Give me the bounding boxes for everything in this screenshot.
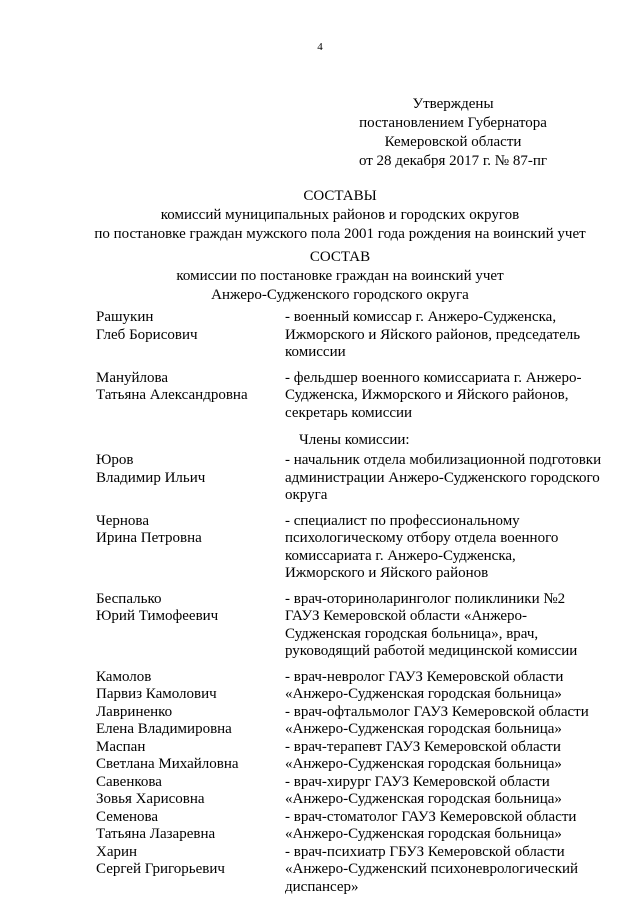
member-row [96,844,616,897]
person-role [285,669,616,704]
person-name-line: Светлана Михайловна [96,756,239,772]
person-role-line: - начальник отдела мобилизационной подготовки [285,452,602,468]
person-name [96,809,285,844]
person-role-line: «Анжеро-Судженская городская больница» [285,826,562,842]
document-title-main: СОСТАВЫ [303,188,377,204]
person-role-line: - врач-хирург ГАУЗ Кемеровской области [285,773,550,790]
approval-block [323,95,583,171]
commission-title [0,248,640,305]
spacer [96,583,616,591]
person-role-line: - военный комиссар г. Анжеро-Судженска, [285,309,557,325]
member-row [96,809,616,844]
leader-row [96,370,616,423]
person-name-line: Рашукин [96,309,154,325]
person-name-line: Глеб Борисович [96,326,198,343]
person-role-line: «Анжеро-Судженская городская больница» [285,756,562,772]
person-role-line: руководящий работой медицинской комиссии [285,643,578,659]
person-name [96,452,285,505]
person-name-line: Татьяна Александровна [96,387,248,403]
person-role [285,513,616,583]
person-role-line: - врач-оториноларинголог поликлиники №2 [285,590,566,607]
person-role-line: «Анжеро-Судженская городская больница» [285,791,562,807]
person-role-line: Ижморского и Яйского районов [285,565,489,581]
person-role-line: ГАУЗ Кемеровской области «Анжеро- [285,608,528,624]
person-role-line: «Анжеро-Судженская городская больница» [285,686,562,702]
approval-line: постановлением Губернатора [359,115,547,131]
person-name [96,739,285,774]
person-role-line: - специалист по профессиональному [285,512,520,529]
member-row [96,669,616,704]
person-role-line: «Анжеро-Судженский психоневрологический [285,861,579,877]
person-name [96,704,285,739]
person-name-line: Парвиз Камолович [96,686,217,702]
person-role-line: диспансер» [285,878,359,895]
member-row [96,591,616,661]
person-role-line: Ижморского и Яйского районов, председатель [285,326,581,343]
person-role [285,309,616,362]
person-name [96,513,285,583]
person-role-line: секретарь комиссии [285,404,413,421]
document-title [0,187,640,244]
person-name-line: Сергей Григорьевич [96,861,225,877]
person-role-line: комиссии [285,344,346,360]
person-name-line: Юров [96,452,134,468]
person-name-line: Елена Владимировна [96,721,232,737]
person-name [96,844,285,897]
person-role-line: - врач-психиатр ГБУЗ Кемеровской области [285,843,565,860]
person-name [96,309,285,362]
person-name-line: Беспалько [96,590,162,607]
person-role [285,739,616,774]
person-role-line: - врач-терапевт ГАУЗ Кемеровской области [285,738,561,755]
approval-line: Утверждены [412,96,494,112]
member-row [96,704,616,739]
person-name [96,591,285,661]
person-role [285,452,616,505]
commission-roster [96,309,616,896]
member-row [96,452,616,505]
person-name-line: Мануйлова [96,369,169,386]
person-role [285,704,616,739]
person-role [285,370,616,423]
person-name-line: Семенова [96,808,159,825]
spacer [96,661,616,669]
commission-title-main: СОСТАВ [309,249,371,265]
leader-row [96,309,616,362]
person-name-line: Зовья Харисовна [96,791,205,807]
person-name-line: Харин [96,843,138,860]
spacer [96,505,616,513]
member-row [96,774,616,809]
person-role-line: - врач-невролог ГАУЗ Кемеровской области [285,668,564,685]
member-row [96,739,616,774]
person-role-line: округа [285,487,328,503]
person-name-line: Камолов [96,668,152,685]
person-role-line: «Анжеро-Судженская городская больница» [285,721,562,737]
spacer [96,422,616,430]
commission-title-line: комиссии по постановке граждан на воинский учет [176,268,504,284]
person-role-line: администрации Анжеро-Судженского городского [285,469,600,486]
approval-line: от 28 декабря 2017 г. № 87-пг [358,153,548,169]
member-row [96,513,616,583]
person-role-line: комиссариата г. Анжеро-Судженска, [285,547,516,564]
person-name-line: Чернова [96,512,149,529]
person-name [96,774,285,809]
person-role [285,774,616,809]
person-role-line: психологическому отбору отдела военного [285,530,559,546]
person-role-line: - врач-стоматолог ГАУЗ Кемеровской области [285,808,577,825]
commission-title-line: Анжеро-Судженского городского округа [211,287,469,303]
person-role-line: - врач-офтальмолог ГАУЗ Кемеровской области [285,703,589,720]
person-role [285,844,616,897]
person-role-line: - фельдшер военного комиссариата г. Анжеро- [285,369,582,386]
spacer [96,362,616,370]
person-name-line: Татьяна Лазаревна [96,826,216,842]
person-name-line: Ирина Петровна [96,530,202,546]
document-title-line: по постановке граждан мужского пола 2001 года рождения на воинский учет [94,226,586,242]
members-heading: Члены комиссии: [299,432,410,448]
person-name [96,669,285,704]
person-name-line: Маспан [96,738,146,755]
person-role [285,809,616,844]
person-role-line: Судженска, Ижморского и Яйского районов, [285,387,569,403]
approval-line: Кемеровской области [384,134,522,150]
person-role-line: Судженская городская больница», врач, [285,625,539,642]
person-name-line: Юрий Тимофеевич [96,608,219,624]
person-role [285,591,616,661]
person-name-line: Владимир Ильич [96,469,206,486]
person-name [96,370,285,423]
person-name-line: Савенкова [96,773,162,790]
person-name-line: Лавриненко [96,703,173,720]
page-number: 4 [317,41,323,53]
document-title-line: комиссий муниципальных районов и городских округов [160,207,520,223]
